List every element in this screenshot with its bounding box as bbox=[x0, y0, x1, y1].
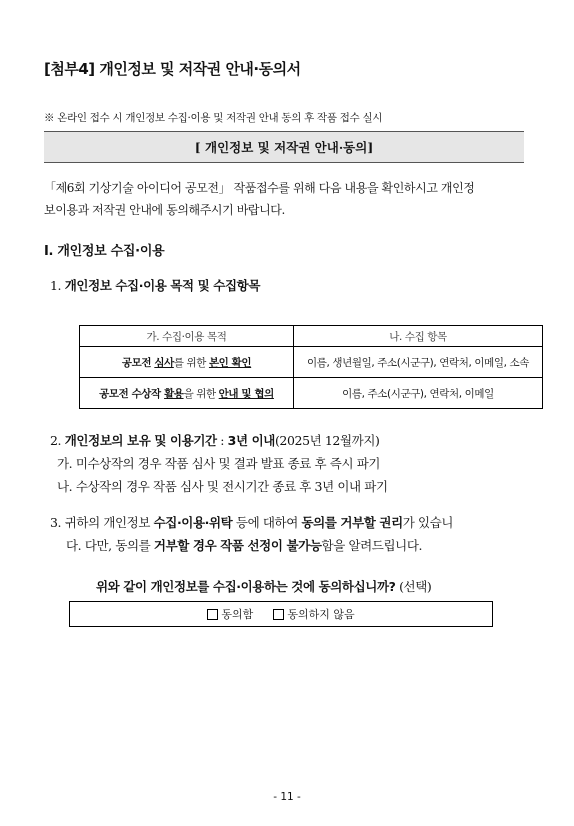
item3-number: 3. bbox=[50, 515, 62, 530]
item2-sub-a: 가. 미수상작의 경우 작품 심사 및 결과 발표 종료 후 즉시 파기 bbox=[57, 456, 381, 471]
disagree-label: 동의하지 않음 bbox=[287, 608, 355, 621]
document-title: [첨부4] 개인정보 및 저작권 안내·동의서 bbox=[44, 60, 301, 78]
agree-label: 동의함 bbox=[221, 608, 254, 621]
item2-sub-b: 나. 수상작의 경우 작품 심사 및 전시기간 종료 후 3년 이내 파기 bbox=[57, 479, 388, 494]
item2-title: 개인정보의 보유 및 이용기간 bbox=[64, 433, 217, 448]
item2-heading bbox=[50, 431, 379, 449]
item1-number: 1. bbox=[50, 278, 62, 293]
item2-number: 2. bbox=[50, 433, 62, 448]
section-header-label: [ 개인정보 및 저작권 안내·동의] bbox=[194, 140, 374, 155]
item2-separator: : bbox=[216, 433, 228, 448]
agree-checkbox[interactable] bbox=[207, 609, 218, 620]
table-cell-purpose: 공모전 심사를 위한 본인 확인 bbox=[80, 347, 294, 378]
table-header-purpose: 가. 수집·이용 목적 bbox=[80, 326, 294, 347]
item1-title: 개인정보 수집·이용 목적 및 수집항목 bbox=[64, 278, 261, 293]
table-cell-items: 이름, 주소(시군구), 연락처, 이메일 bbox=[294, 378, 543, 409]
consent-select-note: (선택) bbox=[395, 579, 432, 594]
table-row bbox=[80, 347, 543, 378]
consent-options-box bbox=[69, 601, 493, 627]
intro-line-2: 보이용과 저작권 안내에 동의해주시기 바랍니다. bbox=[44, 203, 285, 217]
section-header-box bbox=[44, 131, 524, 163]
item3-line-1: 3. 귀하의 개인정보 수집·이용·위탁 등에 대하여 동의를 거부할 권리가 있습니 bbox=[50, 515, 454, 530]
disagree-checkbox[interactable] bbox=[273, 609, 284, 620]
item2-period-note: (2025년 12월까지) bbox=[274, 433, 380, 448]
table-header-items: 나. 수집 항목 bbox=[294, 326, 543, 347]
table-cell-purpose: 공모전 수상작 활용을 위한 안내 및 협의 bbox=[80, 378, 294, 409]
table-cell-items: 이름, 생년월일, 주소(시군구), 연락처, 이메일, 소속 bbox=[294, 347, 543, 378]
item2-period: 3년 이내 bbox=[227, 433, 275, 448]
section1-title: Ⅰ. 개인정보 수집·이용 bbox=[44, 244, 165, 259]
table-header-row bbox=[80, 326, 543, 347]
agree-option[interactable] bbox=[207, 606, 253, 622]
item1-heading bbox=[50, 276, 260, 294]
item3-line-2: 다. 다만, 동의를 거부할 경우 작품 선정이 불가능함을 알려드립니다. bbox=[66, 538, 423, 553]
page-number: - 11 - bbox=[273, 791, 301, 803]
intro-line-1: 「제6회 기상기술 아이디어 공모전」 작품접수를 위해 다음 내용을 확인하시고 개인정 bbox=[44, 181, 475, 195]
disagree-option[interactable] bbox=[273, 606, 354, 622]
consent-question: 위와 같이 개인정보를 수집·이용하는 것에 동의하십니까? (선택) bbox=[96, 579, 432, 594]
notice-text: ※ 온라인 접수 시 개인정보 수집·이용 및 저작권 안내 동의 후 작품 접수 실시 bbox=[44, 112, 383, 124]
collection-table bbox=[79, 325, 543, 409]
table-row bbox=[80, 378, 543, 409]
